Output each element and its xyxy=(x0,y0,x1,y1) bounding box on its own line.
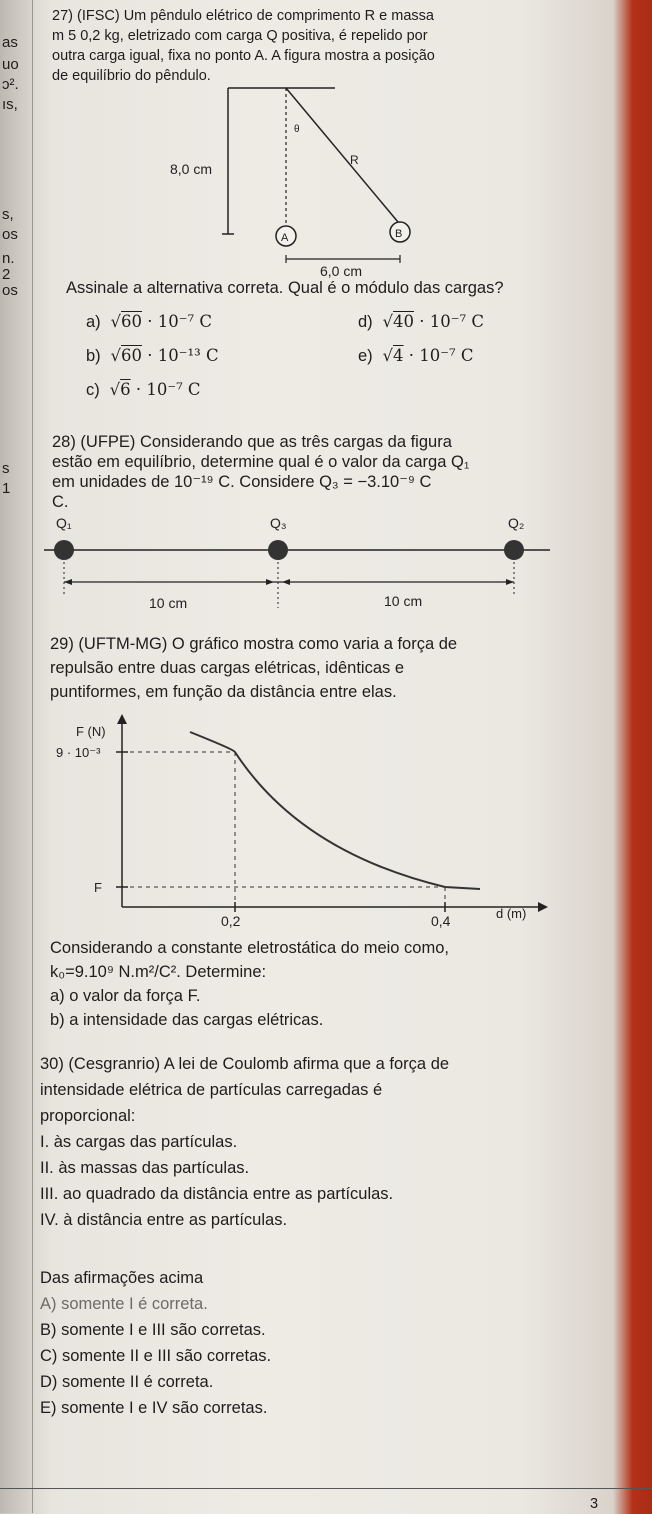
q27-line-1: 27) (IFSC) Um pêndulo elétrico de comprimento R e massa xyxy=(52,8,434,24)
q30-line-3: proporcional: xyxy=(40,1107,136,1125)
q30-option-b: B) somente I e III são corretas. xyxy=(40,1321,266,1339)
edge-word: n. xyxy=(2,250,15,267)
y-axis-arrow xyxy=(117,714,127,724)
q27-option-a: a) √60 · 10⁻⁷ C xyxy=(86,312,212,331)
q28-line-2: estão em equilíbrio, determine qual é o valor da carga Q₁ xyxy=(52,453,470,471)
q29-line-2: repulsão entre duas cargas elétricas, idênticas e xyxy=(50,659,405,677)
q30-statement-3: III. ao quadrado da distância entre as partículas. xyxy=(40,1185,394,1203)
three-charges-figure xyxy=(44,508,564,618)
x-axis-label: d (m) xyxy=(496,906,527,921)
q3-label: Q₃ xyxy=(270,515,287,531)
q29-line-1: 29) (UFTM-MG) O gráfico mostra como varia a força de xyxy=(50,635,458,653)
edge-word: 1 xyxy=(2,480,11,497)
r-label: R xyxy=(350,153,359,167)
pendulum-figure xyxy=(150,84,450,282)
q27-option-b: b) √60 · 10⁻¹³ C xyxy=(86,346,219,365)
distance-2-label: 10 cm xyxy=(384,593,423,609)
q30-statement-4: IV. à distância entre as partículas. xyxy=(40,1211,288,1229)
q27-question: Assinale a alternativa correta. Qual é o módulo das cargas? xyxy=(66,279,504,297)
q30-option-c: C) somente II e III são corretas. xyxy=(40,1347,272,1365)
page-number: 3 xyxy=(590,1496,599,1512)
charge-b-label: B xyxy=(395,228,403,240)
q30-option-a: A) somente I é correta. xyxy=(40,1295,208,1313)
q30-statement-2: II. às massas das partículas. xyxy=(40,1159,250,1177)
previous-page-edge xyxy=(0,0,33,1513)
footer-rule xyxy=(0,1488,652,1489)
charge-a-label: A xyxy=(281,232,289,244)
edge-word: os xyxy=(2,226,18,243)
q28-line-3: em unidades de 10⁻¹⁹ C. Considere Q₃ = −3.10⁻⁹ C xyxy=(52,473,432,491)
q29-item-a: a) o valor da força F. xyxy=(50,987,201,1005)
y-axis-label: F (N) xyxy=(76,724,106,739)
edge-word: as xyxy=(2,34,18,51)
q30-statement-1: I. às cargas das partículas. xyxy=(40,1133,238,1151)
q27-line-4: de equilíbrio do pêndulo. xyxy=(52,68,211,84)
distance-1-label: 10 cm xyxy=(149,595,188,611)
x-axis-arrow xyxy=(538,902,548,912)
q28-line-4: C. xyxy=(52,493,69,511)
q27-line-3: outra carga igual, fixa no ponto A. A figura mostra a posição xyxy=(52,48,435,64)
q27-line-2: m 5 0,2 kg, eletrizado com carga Q positiva, é repelido por xyxy=(52,28,428,44)
edge-word: ıs, xyxy=(2,96,18,113)
x-tick-label: 0,4 xyxy=(431,913,451,929)
edge-word: os xyxy=(2,282,18,299)
force-curve xyxy=(190,732,480,889)
q27-option-c: c) √6 · 10⁻⁷ C xyxy=(86,380,201,399)
q1-label: Q₁ xyxy=(56,515,72,531)
pendulum-string xyxy=(286,88,398,222)
q2-label: Q₂ xyxy=(508,515,525,531)
charge-q1 xyxy=(54,540,74,560)
q29-line-4: Considerando a constante eletrostática do meio como, xyxy=(50,939,449,957)
q30-option-d: D) somente II é correta. xyxy=(40,1373,214,1391)
y-tick-label: 9 · 10⁻³ xyxy=(56,745,101,760)
edge-word: s, xyxy=(2,206,14,223)
edge-word: uo xyxy=(2,56,19,73)
edge-word: s xyxy=(2,460,10,477)
q29-line-5: k₀=9.10⁹ N.m²/C². Determine: xyxy=(50,963,267,981)
q30-option-e: E) somente I e IV são corretas. xyxy=(40,1399,268,1417)
q28-line-1: 28) (UFPE) Considerando que as três cargas da figura xyxy=(52,433,452,451)
theta-label: θ xyxy=(294,124,300,135)
x-tick-label: 0,2 xyxy=(221,913,241,929)
q30-line-2: intensidade elétrica de partículas carregadas é xyxy=(40,1081,383,1099)
distance-label: 6,0 cm xyxy=(320,263,363,279)
q30-line-1: 30) (Cesgranrio) A lei de Coulomb afirma que a força de xyxy=(40,1055,450,1073)
q27-option-d: d) √40 · 10⁻⁷ C xyxy=(358,312,484,331)
charge-q2 xyxy=(504,540,524,560)
edge-word: ↄ². xyxy=(2,76,19,93)
edge-word: 2 xyxy=(2,266,11,283)
q29-item-b: b) a intensidade das cargas elétricas. xyxy=(50,1011,324,1029)
charge-q3 xyxy=(268,540,288,560)
q27-option-e: e) √4 · 10⁻⁷ C xyxy=(358,346,474,365)
force-distance-chart xyxy=(50,712,570,932)
q29-line-3: puntiformes, em função da distância entre elas. xyxy=(50,683,397,701)
y-tick-label: F xyxy=(94,880,102,895)
q30-prompt: Das afirmações acima xyxy=(40,1269,204,1287)
height-label: 8,0 cm xyxy=(170,161,213,177)
